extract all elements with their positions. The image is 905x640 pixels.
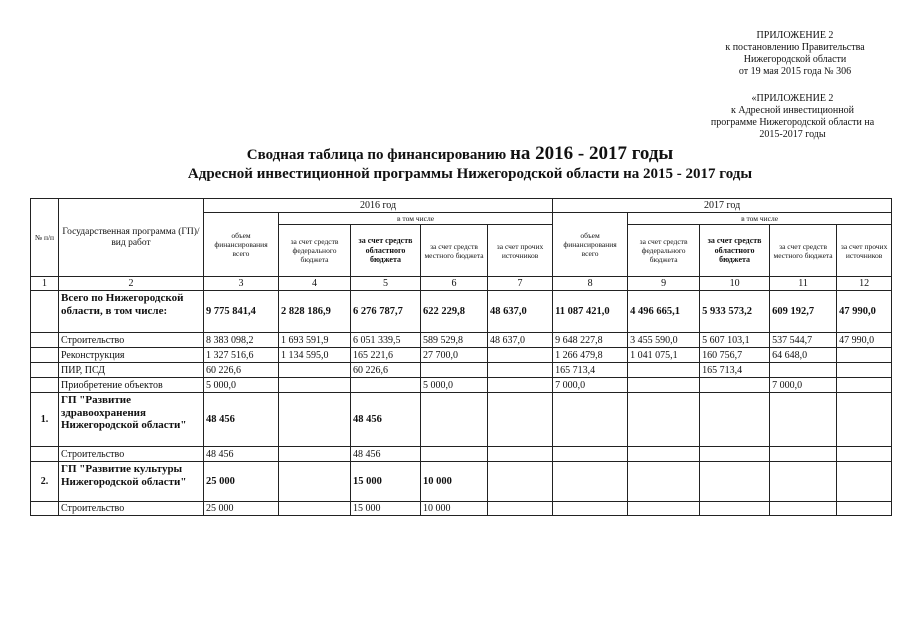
title-part: Сводная таблица по финансированию [246, 147, 510, 163]
value-cell [770, 363, 837, 378]
annex-line: 2015-2017 годы [759, 129, 826, 140]
value-cell: 609 192,7 [770, 291, 837, 333]
value-cell: 589 529,8 [421, 333, 488, 348]
value-cell [700, 447, 770, 462]
column-number: 6 [421, 277, 488, 291]
value-cell [700, 502, 770, 516]
value-cell: 60 226,6 [351, 363, 421, 378]
header-program: Государственная программа (ГП)/ вид работ [59, 199, 204, 277]
value-cell [837, 502, 892, 516]
value-cell [553, 462, 628, 502]
value-cell: 48 456 [204, 447, 279, 462]
value-cell: 47 990,0 [837, 333, 892, 348]
value-cell: 1 134 595,0 [279, 348, 351, 363]
value-cell: 165 713,4 [700, 363, 770, 378]
header-regional: за счет средств областного бюджета [351, 225, 421, 277]
header-local: за счет средств местного бюджета [770, 225, 837, 277]
header-volume: объем финансирования всего [553, 213, 628, 277]
row-index [31, 378, 59, 393]
value-cell [628, 393, 700, 447]
table-row [31, 502, 892, 516]
value-cell [488, 393, 553, 447]
table-row [31, 393, 892, 447]
value-cell: 48 456 [351, 447, 421, 462]
value-cell: 15 000 [351, 462, 421, 502]
value-cell: 48 456 [204, 393, 279, 447]
row-label: Приобретение объектов [59, 378, 204, 393]
header-volume: объем финансирования всего [204, 213, 279, 277]
value-cell [279, 502, 351, 516]
column-number: 3 [204, 277, 279, 291]
column-number: 11 [770, 277, 837, 291]
row-label: Всего по Нижегородской области, в том числе: [59, 291, 204, 333]
value-cell: 160 756,7 [700, 348, 770, 363]
table-row [31, 447, 892, 462]
column-number: 9 [628, 277, 700, 291]
value-cell [700, 378, 770, 393]
value-cell [421, 363, 488, 378]
table-row [31, 291, 892, 333]
value-cell [488, 348, 553, 363]
value-cell: 11 087 421,0 [553, 291, 628, 333]
value-cell [628, 378, 700, 393]
value-cell: 10 000 [421, 462, 488, 502]
value-cell: 5 000,0 [421, 378, 488, 393]
row-index [31, 447, 59, 462]
row-index [31, 291, 59, 333]
value-cell [421, 393, 488, 447]
row-label: Строительство [59, 333, 204, 348]
value-cell [837, 447, 892, 462]
value-cell [279, 447, 351, 462]
value-cell [628, 447, 700, 462]
value-cell [351, 378, 421, 393]
column-number: 8 [553, 277, 628, 291]
row-index: 2. [31, 462, 59, 502]
value-cell [421, 447, 488, 462]
value-cell: 10 000 [421, 502, 488, 516]
value-cell [770, 393, 837, 447]
column-number: 7 [488, 277, 553, 291]
header-local: за счет средств местного бюджета [421, 225, 488, 277]
value-cell [628, 502, 700, 516]
annex-line: от 19 мая 2015 года № 306 [738, 66, 852, 77]
value-cell: 15 000 [351, 502, 421, 516]
value-cell [553, 502, 628, 516]
value-cell [553, 447, 628, 462]
value-cell: 6 051 339,5 [351, 333, 421, 348]
header-including: в том числе [279, 213, 553, 225]
column-number: 10 [700, 277, 770, 291]
value-cell [770, 447, 837, 462]
row-label: ГП "Развитие здравоохранения Нижегородской области" [59, 393, 204, 447]
value-cell [628, 462, 700, 502]
value-cell [837, 348, 892, 363]
annex-original-header [690, 93, 895, 141]
value-cell [279, 363, 351, 378]
table-row [31, 348, 892, 363]
table-row [31, 333, 892, 348]
value-cell [837, 393, 892, 447]
value-cell: 622 229,8 [421, 291, 488, 333]
value-cell [488, 447, 553, 462]
value-cell: 165 713,4 [553, 363, 628, 378]
row-label: Реконструкция [59, 348, 204, 363]
header-federal: за счет средств федерального бюджета [279, 225, 351, 277]
value-cell: 1 041 075,1 [628, 348, 700, 363]
column-number: 5 [351, 277, 421, 291]
value-cell [770, 502, 837, 516]
table-row [31, 378, 892, 393]
value-cell: 165 221,6 [351, 348, 421, 363]
annex-header [700, 30, 890, 78]
value-cell: 25 000 [204, 502, 279, 516]
annex-line: к Адресной инвестиционной [731, 105, 854, 116]
header-regional: за счет средств областного бюджета [700, 225, 770, 277]
value-cell [553, 393, 628, 447]
value-cell: 8 383 098,2 [204, 333, 279, 348]
annex-line: к постановлению Правительства [725, 42, 865, 53]
header-including: в том числе [628, 213, 892, 225]
header-year-2017: 2017 год [553, 199, 892, 213]
header-other: за счет прочих источников [488, 225, 553, 277]
row-index [31, 363, 59, 378]
value-cell [700, 462, 770, 502]
value-cell [837, 378, 892, 393]
value-cell: 5 933 573,2 [700, 291, 770, 333]
value-cell [488, 462, 553, 502]
value-cell: 1 266 479,8 [553, 348, 628, 363]
value-cell: 1 693 591,9 [279, 333, 351, 348]
value-cell: 25 000 [204, 462, 279, 502]
row-index [31, 502, 59, 516]
value-cell [488, 378, 553, 393]
value-cell: 537 544,7 [770, 333, 837, 348]
value-cell [770, 462, 837, 502]
value-cell: 9 648 227,8 [553, 333, 628, 348]
value-cell: 60 226,6 [204, 363, 279, 378]
value-cell [488, 502, 553, 516]
value-cell: 47 990,0 [837, 291, 892, 333]
header-federal: за счет средств федерального бюджета [628, 225, 700, 277]
value-cell: 48 637,0 [488, 333, 553, 348]
value-cell: 64 648,0 [770, 348, 837, 363]
header-other: за счет прочих источников [837, 225, 892, 277]
financing-table [30, 198, 892, 516]
column-number: 12 [837, 277, 892, 291]
annex-line: «ПРИЛОЖЕНИЕ 2 [751, 93, 834, 104]
header-year-2016: 2016 год [204, 199, 553, 213]
value-cell: 4 496 665,1 [628, 291, 700, 333]
annex-line: ПРИЛОЖЕНИЕ 2 [756, 30, 834, 41]
row-label: ГП "Развитие культуры Нижегородской области" [59, 462, 204, 502]
value-cell [628, 363, 700, 378]
value-cell [279, 393, 351, 447]
value-cell [279, 462, 351, 502]
column-number: 2 [59, 277, 204, 291]
row-label: Строительство [59, 447, 204, 462]
value-cell: 3 455 590,0 [628, 333, 700, 348]
value-cell: 48 456 [351, 393, 421, 447]
value-cell [837, 363, 892, 378]
title-part-years: на 2016 - 2017 годы [509, 143, 674, 164]
row-index [31, 348, 59, 363]
value-cell: 2 828 186,9 [279, 291, 351, 333]
value-cell [837, 462, 892, 502]
table-row [31, 462, 892, 502]
annex-line: Нижегородской области [743, 54, 847, 65]
value-cell: 7 000,0 [770, 378, 837, 393]
annex-line: программе Нижегородской области на [710, 117, 875, 128]
value-cell: 48 637,0 [488, 291, 553, 333]
row-label: Строительство [59, 502, 204, 516]
value-cell [279, 378, 351, 393]
row-index [31, 333, 59, 348]
value-cell: 1 327 516,6 [204, 348, 279, 363]
value-cell: 5 607 103,1 [700, 333, 770, 348]
row-label: ПИР, ПСД [59, 363, 204, 378]
column-number: 1 [31, 277, 59, 291]
value-cell: 5 000,0 [204, 378, 279, 393]
document-title [180, 143, 740, 165]
value-cell [488, 363, 553, 378]
column-number: 4 [279, 277, 351, 291]
document-subtitle: Адресной инвестиционной программы Нижегородской области на 2015 - 2017 годы [187, 166, 753, 182]
header-num: № п/п [31, 199, 59, 277]
table-row [31, 363, 892, 378]
value-cell [700, 393, 770, 447]
value-cell: 9 775 841,4 [204, 291, 279, 333]
value-cell: 6 276 787,7 [351, 291, 421, 333]
row-index: 1. [31, 393, 59, 447]
value-cell: 7 000,0 [553, 378, 628, 393]
value-cell: 27 700,0 [421, 348, 488, 363]
